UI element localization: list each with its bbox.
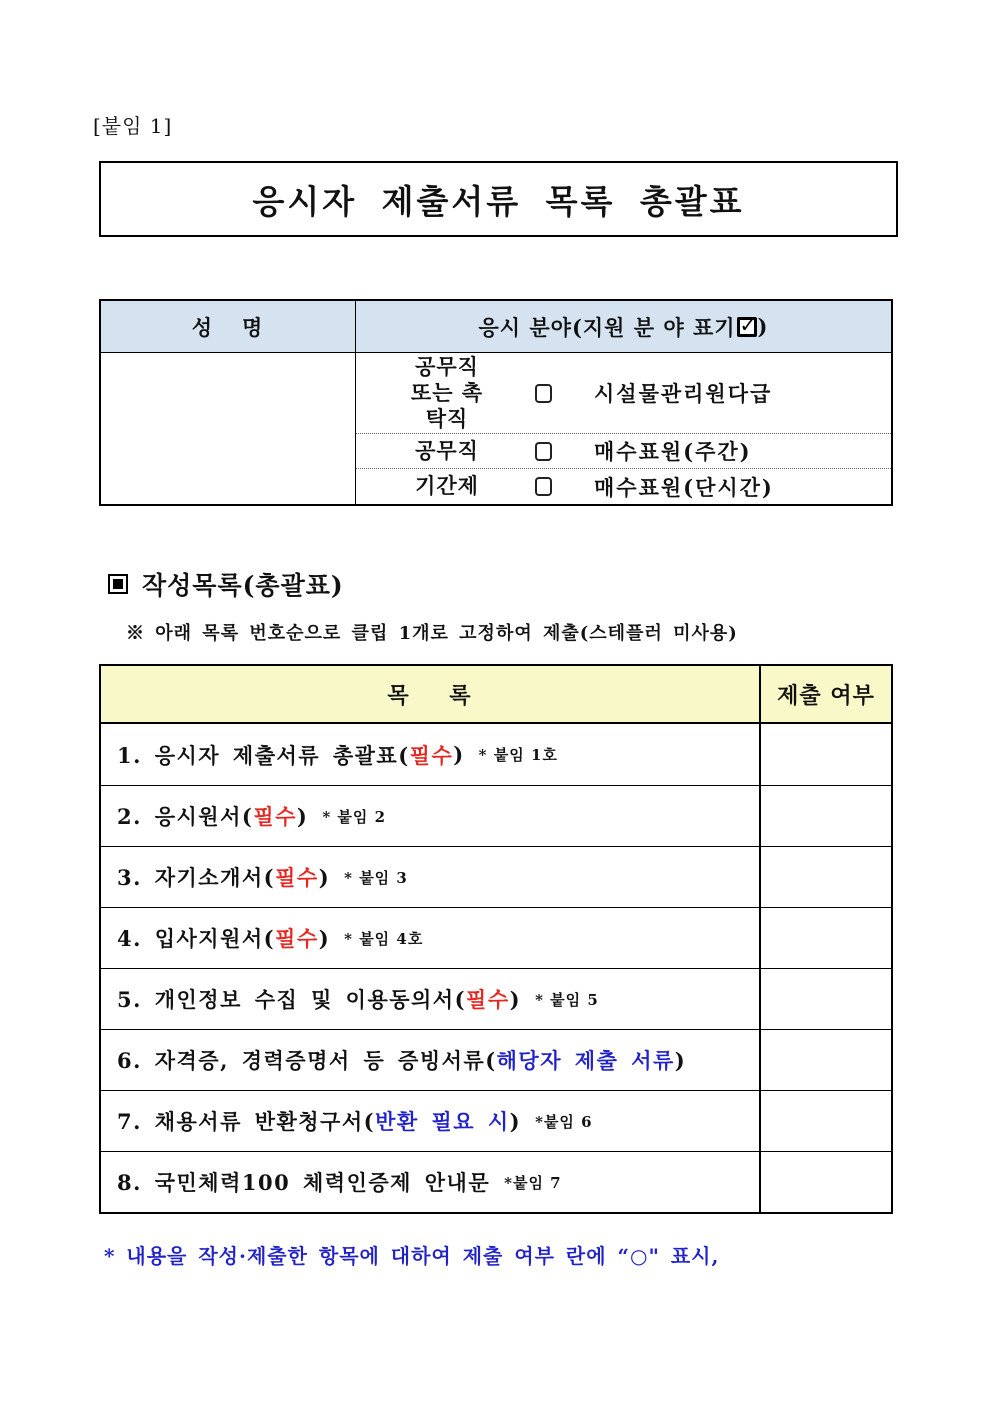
checklist-row [101,968,891,1029]
item-text: 4. 입사지원서( [117,926,276,951]
item-emphasis: 반환 필요 시 [375,1109,510,1134]
applicant-table-header [101,301,891,353]
title-box [99,161,898,237]
job-category-label: 기간제 [415,473,479,499]
item-emphasis: 필수 [275,865,319,890]
checklist-row [101,1029,891,1090]
item-text: 1. 응시자 제출서류 총괄표( [117,742,410,768]
checklist-row [101,724,891,785]
item-text: 6. 자격증, 경력증명서 등 증빙서류( [117,1048,497,1073]
checklist-item [101,969,759,1029]
item-text-close: ) [509,1108,522,1134]
item-text-close: ) [509,986,522,1012]
checklist-row [101,785,891,846]
empty-checkbox-icon[interactable] [535,442,552,461]
item-text: 5. 개인정보 수집 및 이용동의서( [117,987,467,1012]
job-option-row [356,433,891,468]
field-header-text: 응시 분야(지원 분 야 표기 [478,314,736,340]
item-text-close: ) [453,742,465,767]
applicant-table-body [101,353,891,504]
section-note: ※ 아래 목록 번호순으로 클립 1개로 고정하여 제출(스테플러 미사용) [126,623,738,644]
item-attachment-note: * 붙임 4호 [344,929,424,948]
submission-status-cell[interactable] [759,969,891,1029]
item-text-close: ) [674,1047,687,1073]
job-option-label: 매수표원(단시간) [594,474,774,500]
section-heading [108,566,992,602]
checklist-item [101,1152,759,1212]
checklist-item [101,908,759,968]
item-text-close: ) [318,864,331,890]
item-text-close: ) [318,925,331,951]
checklist-item [101,786,759,846]
item-attachment-note: * 붙임 2 [322,807,387,826]
checklist-row [101,846,891,907]
field-column-header [356,301,891,352]
checklist-table-header [101,666,891,724]
submission-status-cell[interactable] [759,1091,891,1151]
job-options [356,353,891,504]
checklist-table [99,664,893,1214]
item-text-close: ) [296,803,309,829]
item-column-header: 목 록 [387,682,473,709]
item-text: 3. 자기소개서( [117,865,276,890]
checklist-item [101,847,759,907]
checklist-row [101,1090,891,1151]
field-header-close-paren: ) [757,314,769,339]
item-attachment-note: * 붙임 5 [535,990,599,1009]
submission-status-cell[interactable] [759,786,891,846]
submission-status-cell[interactable] [759,847,891,907]
name-column-header: 성 명 [101,301,356,352]
item-text: 7. 채용서류 반환청구서( [117,1109,376,1134]
item-emphasis: 필수 [466,987,510,1012]
applicant-info-table [99,299,893,506]
checklist-item [101,724,759,785]
job-option-row [356,468,891,504]
job-category-label: 공무직 [415,437,479,463]
job-option-row [356,353,891,433]
checklist-item [101,1030,759,1090]
submission-status-cell[interactable] [759,1030,891,1090]
status-column-header: 제출 여부 [759,666,891,722]
attachment-label: [붙임 1] [93,114,173,138]
submission-status-cell[interactable] [759,724,891,785]
submission-status-cell[interactable] [759,908,891,968]
item-emphasis: 필수 [409,742,454,768]
empty-checkbox-icon[interactable] [535,477,552,496]
job-option-label: 시설물관리원다급 [594,381,773,406]
check-mark-icon: ✓ [739,312,758,337]
name-input-cell[interactable] [101,353,356,504]
empty-checkbox-icon[interactable] [535,384,552,403]
item-attachment-note: *붙임 7 [504,1173,562,1192]
checked-checkbox-icon [737,312,758,337]
checklist-item [101,1091,759,1151]
checklist-row [101,907,891,968]
item-emphasis: 필수 [275,926,319,951]
job-option-label: 매수표원(주간) [594,439,752,464]
filled-square-marker-icon [108,574,128,594]
item-emphasis: 해당자 제출 서류 [496,1048,675,1073]
submission-status-cell[interactable] [759,1152,891,1212]
job-category-label: 공무직 또는 촉탁직 [410,353,484,432]
checklist-row [101,1151,891,1212]
footer-note: * 내용을 작성·제출한 항목에 대하여 제출 여부 란에 “○" 표시, [104,1244,720,1268]
section-heading-text: 작성목록(총괄표) [142,571,344,600]
item-attachment-note: * 붙임 3 [344,868,408,887]
item-text: 8. 국민체력100 체력인증제 안내문 [117,1170,491,1195]
item-attachment-note: *붙임 6 [535,1112,593,1131]
item-attachment-note: * 붙임 1호 [478,746,558,764]
item-text: 2. 응시원서( [117,804,254,829]
page-title: 응시자 제출서류 목록 총괄표 [252,181,745,221]
item-emphasis: 필수 [253,804,297,829]
